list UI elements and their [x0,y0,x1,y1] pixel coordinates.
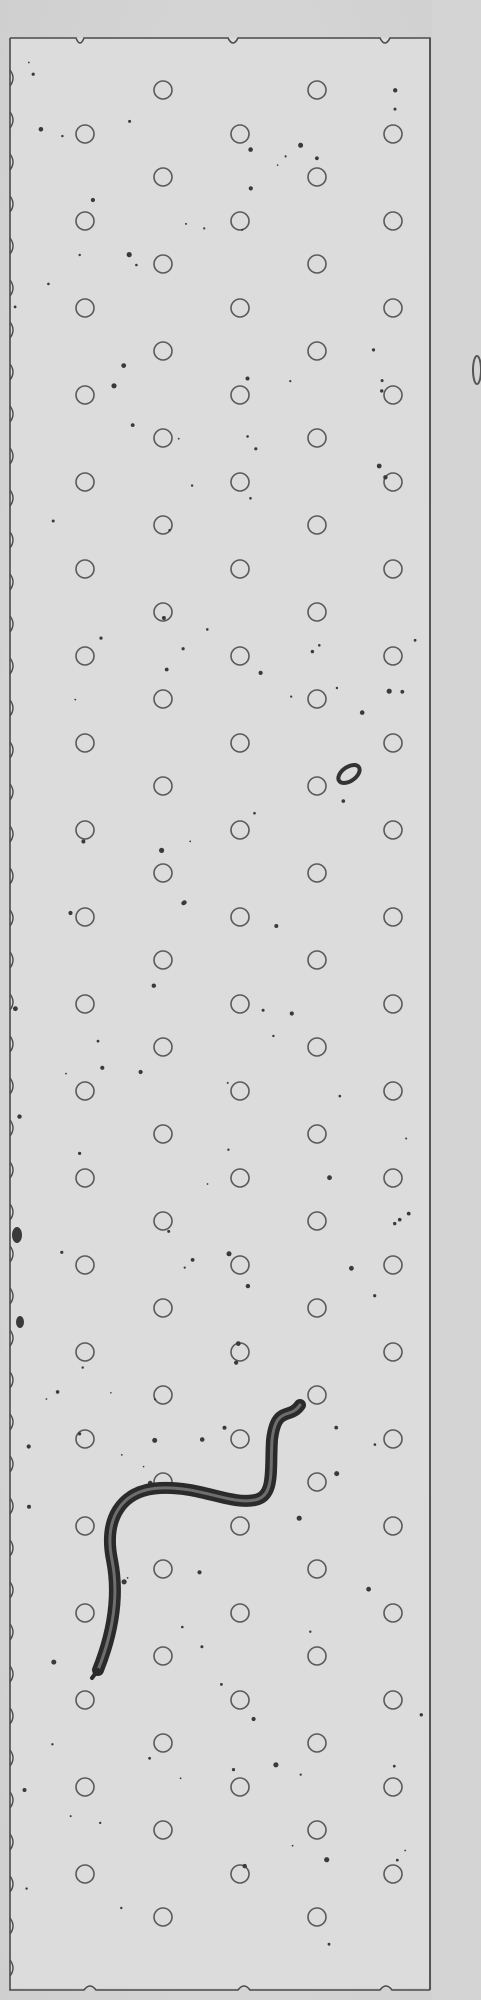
debris-speck [61,135,63,137]
debris-speck [39,127,44,132]
debris-speck [25,1887,27,1889]
debris-speck [339,1095,342,1098]
wall-debris-2 [16,1316,24,1328]
debris-speck [414,639,417,642]
debris-speck [68,911,72,915]
debris-speck [246,1284,250,1288]
debris-speck [315,156,319,160]
right-margin-strip [432,0,481,2000]
debris-speck [60,1251,63,1254]
debris-speck [200,1437,205,1442]
debris-speck [336,687,338,689]
debris-speck [254,447,257,450]
debris-speck [243,1864,247,1868]
debris-speck [324,1857,329,1862]
debris-speck [274,924,278,928]
debris-speck [23,1788,27,1792]
debris-speck [120,1907,122,1909]
debris-speck [203,227,205,229]
debris-speck [398,1218,402,1222]
debris-speck [311,650,314,653]
debris-speck [227,1251,232,1256]
debris-speck [135,264,138,267]
debris-speck [277,164,279,166]
debris-speck [47,283,50,286]
debris-speck [207,1183,209,1185]
debris-speck [380,389,383,392]
debris-speck [148,1757,151,1760]
debris-speck [420,1713,423,1716]
debris-speck [78,1432,81,1435]
debris-speck [366,1587,371,1592]
debris-speck [13,1006,18,1011]
debris-speck [65,1073,67,1075]
debris-speck [154,1398,156,1400]
debris-speck [396,1859,399,1862]
debris-speck [334,1471,339,1476]
debris-speck [81,840,85,844]
debris-speck [131,423,135,427]
debris-speck [99,1822,101,1824]
debris-speck [298,143,303,148]
debris-speck [168,529,170,531]
debris-speck [152,1438,157,1443]
debris-speck [127,1577,129,1579]
debris-speck [404,1850,406,1852]
debris-speck [52,520,55,523]
debris-speck [17,1114,21,1118]
debris-speck [328,1943,331,1946]
debris-speck [70,1815,72,1817]
debris-speck [165,668,169,672]
debris-speck [393,1765,396,1768]
debris-speck [167,1230,170,1233]
debris-speck [27,1444,31,1448]
debris-speck [393,1222,396,1225]
debris-speck [74,699,76,701]
debris-speck [152,984,156,988]
debris-speck [51,1660,56,1665]
debris-speck [249,186,253,190]
debris-speck [82,1366,84,1368]
debris-speck [46,1398,48,1400]
debris-speck [248,147,253,152]
debris-speck [91,198,95,202]
debris-speck [14,306,17,309]
debris-speck [143,1466,145,1468]
debris-speck [292,1845,294,1847]
debris-speck [290,696,292,698]
wall-debris-1 [12,1227,22,1243]
debris-speck [206,628,209,631]
debris-speck [121,363,126,368]
debris-speck [99,637,102,640]
debris-speck [182,900,186,904]
debris-speck [32,73,35,76]
debris-speck [121,1454,123,1456]
debris-speck [191,1258,195,1262]
debris-speck [387,689,392,694]
debris-speck [360,710,365,715]
debris-speck [246,435,249,438]
chamber-floor [10,38,430,1988]
debris-speck [223,1426,227,1430]
debris-speck [162,616,166,620]
debris-speck [220,1683,223,1686]
debris-speck [51,1743,53,1745]
debris-speck [184,1267,186,1269]
debris-speck [241,229,243,231]
debris-speck [373,1294,376,1297]
debris-speck [189,841,191,843]
debris-speck [253,812,256,815]
debris-speck [349,1266,354,1271]
debris-speck [327,1175,332,1180]
debris-speck [246,377,250,381]
debris-speck [407,1212,411,1216]
debris-speck [272,1035,274,1037]
debris-speck [227,1082,229,1084]
debris-speck [127,252,132,257]
debris-speck [393,88,397,92]
debris-speck [309,1631,311,1633]
debris-speck [394,108,397,111]
debris-speck [374,1443,377,1446]
debris-speck [111,383,116,388]
debris-speck [178,438,180,440]
debris-speck [342,799,346,803]
debris-speck [78,1152,81,1155]
debris-speck [273,1762,278,1767]
debris-speck [159,848,164,853]
debris-speck [249,497,252,500]
debris-speck [262,1009,265,1012]
debris-speck [180,1777,182,1779]
debris-speck [289,380,291,382]
debris-speck [400,690,404,694]
debris-speck [139,1070,143,1074]
debris-speck [236,1341,241,1346]
debris-speck [405,1138,407,1140]
debris-speck [259,671,263,675]
debris-speck [290,1011,294,1015]
debris-speck [56,1390,60,1394]
debris-speck [383,475,387,479]
debris-speck [122,1579,127,1584]
debris-speck [381,379,384,382]
debris-speck [318,644,321,647]
debris-speck [191,484,193,486]
debris-speck [27,1505,31,1509]
debris-speck [300,1774,302,1776]
debris-speck [182,647,185,650]
debris-speck [100,1066,104,1070]
debris-speck [227,1149,229,1151]
debris-speck [110,1392,112,1394]
debris-speck [297,1516,302,1521]
debris-speck [28,62,30,64]
debris-speck [185,223,187,225]
debris-speck [377,464,382,469]
debris-speck [200,1645,203,1648]
debris-speck [285,155,287,157]
debris-speck [128,120,131,123]
debris-speck [234,1361,238,1365]
debris-speck [79,254,81,256]
debris-speck [232,1768,235,1771]
debris-speck [97,1040,100,1043]
debris-speck [181,1626,184,1629]
debris-speck [252,1717,256,1721]
debris-speck [372,348,375,351]
debris-speck [334,1426,338,1430]
debris-speck [197,1570,201,1574]
